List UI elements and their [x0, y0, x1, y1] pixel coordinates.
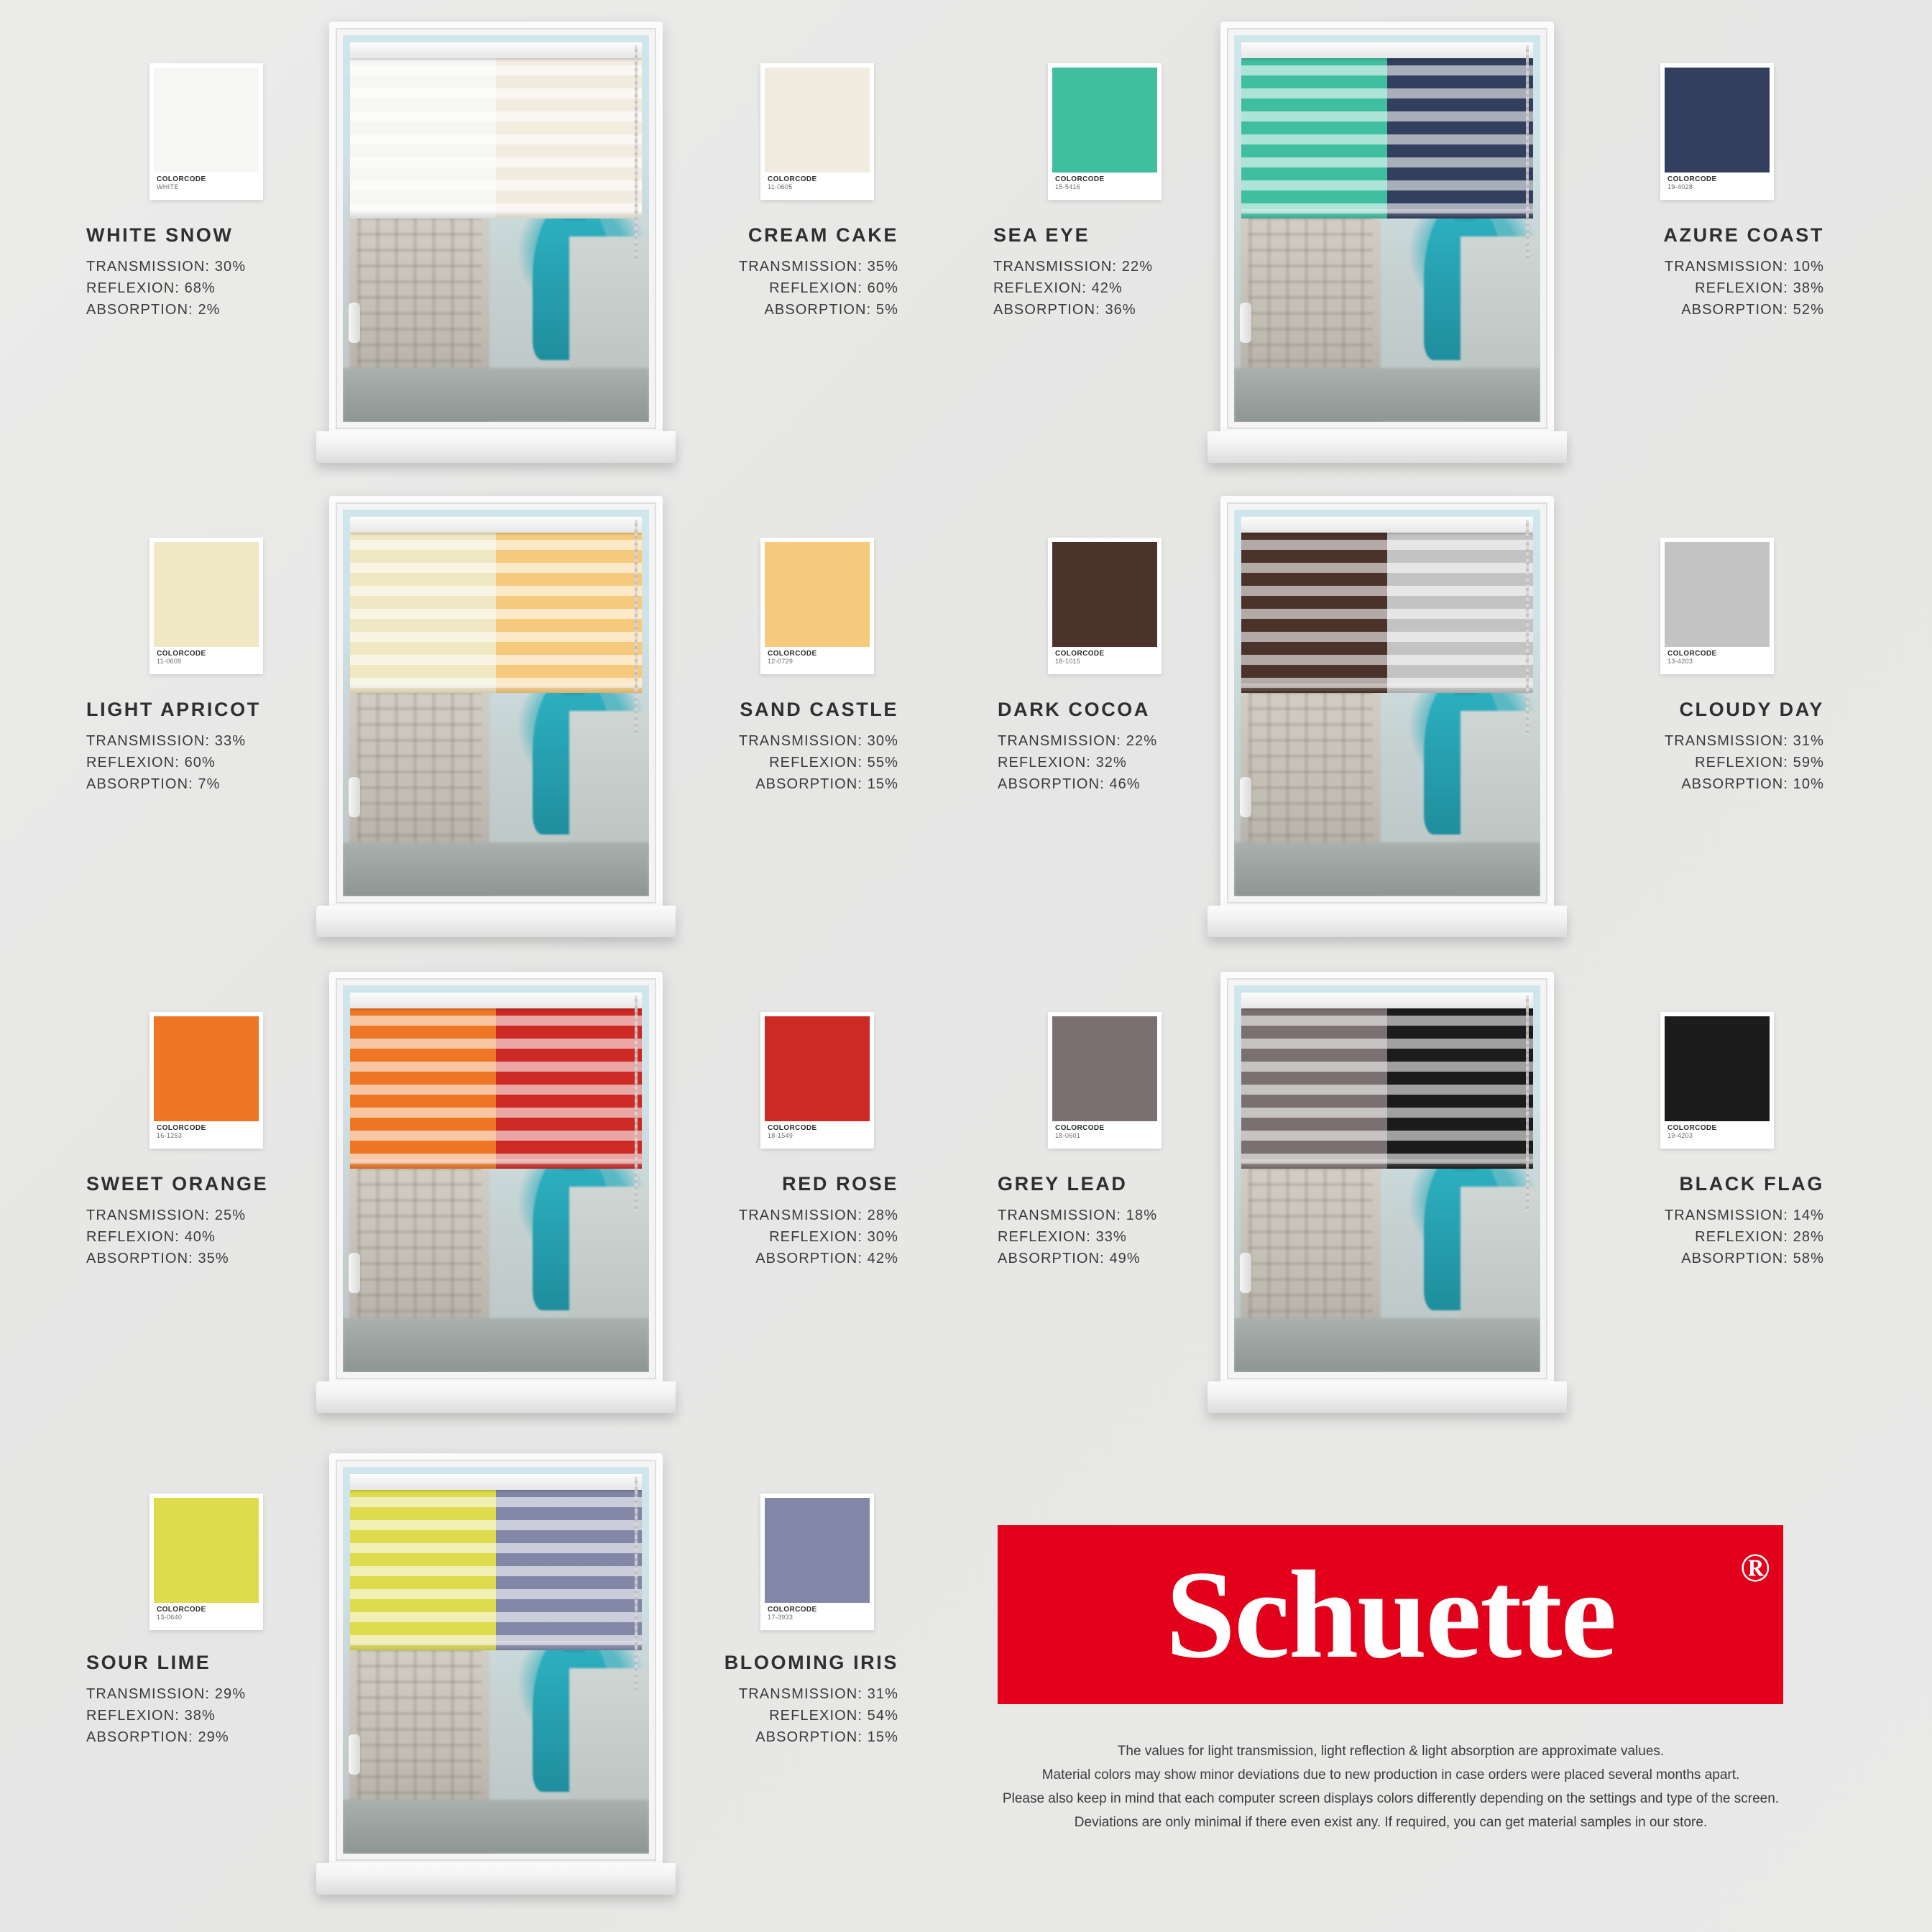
- window-frame: [1220, 496, 1554, 910]
- colorcode-value: 13-4203: [1668, 658, 1693, 665]
- blind-chain[interactable]: [1526, 520, 1529, 735]
- color-name: SAND CASTLE: [740, 699, 898, 720]
- swatch-card-sand-castle[interactable]: [760, 538, 874, 674]
- blind-half-left: [350, 993, 496, 1169]
- swatch-chip: [765, 1016, 870, 1121]
- blind-cassette: [350, 42, 642, 58]
- colorcode-label: COLORCODE: [157, 650, 206, 658]
- blind-half-right: [1387, 517, 1533, 693]
- swatch-meta: [1665, 172, 1770, 200]
- window-glass: [343, 1467, 649, 1854]
- blind-fabric-7: [350, 1474, 642, 1650]
- window-frame: [329, 22, 663, 436]
- colorcode-label: COLORCODE: [157, 1606, 206, 1614]
- absorption-value: ABSORPTION: 46%: [998, 776, 1141, 792]
- colorcode-value: 18-1549: [768, 1132, 794, 1139]
- transmission-value: TRANSMISSION: 22%: [993, 259, 1154, 275]
- absorption-value: ABSORPTION: 15%: [755, 1729, 898, 1745]
- disclaimer-line-4: Deviations are only minimal if there even exist any. If required, you can get material samples in our store.: [1074, 1815, 1708, 1830]
- window-handle[interactable]: [349, 777, 360, 817]
- swatch-meta: [1665, 647, 1770, 674]
- window-sill: [316, 431, 676, 463]
- swatch-chip: [765, 1498, 870, 1603]
- color-info-black-flag: [1587, 1173, 1824, 1269]
- blind-half-right: [1387, 993, 1533, 1169]
- color-info-light-apricot: [86, 699, 323, 795]
- absorption-value: ABSORPTION: 35%: [86, 1251, 229, 1266]
- absorption-value: ABSORPTION: 7%: [86, 776, 221, 792]
- color-info-red-rose: [661, 1173, 898, 1269]
- swatch-card-red-rose[interactable]: [760, 1012, 874, 1149]
- blind-cassette: [1241, 42, 1533, 58]
- color-info-cloudy-day: [1587, 699, 1824, 795]
- transmission-value: TRANSMISSION: 28%: [738, 1208, 898, 1223]
- reflexion-value: REFLEXION: 38%: [1695, 280, 1824, 296]
- blind-bottom-bar: [350, 1641, 642, 1650]
- reflexion-value: REFLEXION: 28%: [1695, 1229, 1824, 1245]
- registered-mark: ®: [1740, 1546, 1769, 1591]
- blind-chain[interactable]: [635, 995, 638, 1211]
- swatch-chip: [1665, 68, 1770, 172]
- window-frame: [1220, 22, 1554, 436]
- colorcode-value: 11-0609: [157, 658, 182, 665]
- reflexion-value: REFLEXION: 54%: [769, 1708, 898, 1724]
- window-glass: [1234, 510, 1540, 896]
- swatch-chip: [154, 542, 259, 647]
- colorcode-value: 15-5416: [1055, 183, 1081, 190]
- window-sill: [1208, 906, 1567, 937]
- colorcode-label: COLORCODE: [1055, 650, 1105, 658]
- color-info-grey-lead: [998, 1173, 1235, 1269]
- window-glass: [343, 510, 649, 896]
- blind-chain[interactable]: [635, 1477, 638, 1693]
- transmission-value: TRANSMISSION: 33%: [86, 733, 247, 749]
- color-name: BLACK FLAG: [1679, 1173, 1824, 1195]
- swatch-chip: [154, 1498, 259, 1603]
- colorcode-label: COLORCODE: [157, 1124, 206, 1132]
- blind-half-right: [496, 993, 642, 1169]
- swatch-meta: [1052, 172, 1157, 200]
- transmission-value: TRANSMISSION: 30%: [738, 733, 898, 749]
- transmission-value: TRANSMISSION: 30%: [86, 259, 247, 275]
- window-preview-4: [1208, 496, 1567, 942]
- window-handle[interactable]: [1240, 1253, 1251, 1293]
- blind-bottom-bar: [1241, 1159, 1533, 1169]
- colorcode-value: 19-4028: [1668, 183, 1693, 190]
- swatch-card-cream-cake[interactable]: [760, 63, 874, 200]
- window-preview-1: [316, 22, 676, 467]
- transmission-value: TRANSMISSION: 25%: [86, 1208, 247, 1223]
- color-info-azure-coast: [1587, 224, 1824, 321]
- blind-chain[interactable]: [635, 45, 638, 261]
- blind-cassette: [1241, 517, 1533, 533]
- blind-fabric-5: [350, 993, 642, 1169]
- color-info-blooming-iris: [661, 1652, 898, 1748]
- reflexion-value: REFLEXION: 59%: [1695, 755, 1824, 770]
- reflexion-value: REFLEXION: 40%: [86, 1229, 216, 1245]
- window-frame: [329, 496, 663, 910]
- swatch-meta: [1052, 1121, 1157, 1149]
- color-name: LIGHT APRICOT: [86, 699, 261, 720]
- absorption-value: ABSORPTION: 15%: [755, 776, 898, 792]
- window-handle[interactable]: [349, 1253, 360, 1293]
- window-sill: [1208, 431, 1567, 463]
- swatch-card-azure-coast[interactable]: [1660, 63, 1774, 200]
- absorption-value: ABSORPTION: 42%: [755, 1251, 898, 1266]
- transmission-value: TRANSMISSION: 14%: [1664, 1208, 1824, 1223]
- window-glass: [1234, 35, 1540, 422]
- window-frame: [329, 972, 663, 1386]
- absorption-value: ABSORPTION: 29%: [86, 1729, 229, 1745]
- reflexion-value: REFLEXION: 30%: [769, 1229, 898, 1245]
- swatch-card-dark-cocoa[interactable]: [1048, 538, 1162, 674]
- window-glass: [343, 35, 649, 422]
- blind-chain[interactable]: [1526, 45, 1529, 261]
- swatch-card-white-snow[interactable]: [150, 63, 263, 200]
- swatch-meta: [154, 647, 259, 674]
- blind-cassette: [350, 993, 642, 1008]
- swatch-card-cloudy-day[interactable]: [1660, 538, 1774, 674]
- blind-half-left: [350, 517, 496, 693]
- reflexion-value: REFLEXION: 38%: [86, 1708, 216, 1724]
- color-name: WHITE SNOW: [86, 224, 234, 246]
- window-preview-5: [316, 972, 676, 1417]
- window-frame: [1220, 972, 1554, 1386]
- swatch-meta: [765, 1121, 870, 1149]
- window-preview-6: [1208, 972, 1567, 1417]
- window-glass: [1234, 985, 1540, 1372]
- color-name: SEA EYE: [993, 224, 1090, 246]
- color-info-sand-castle: [661, 699, 898, 795]
- color-name: AZURE COAST: [1663, 224, 1824, 246]
- swatch-card-sweet-orange[interactable]: [150, 1012, 263, 1149]
- window-preview-7: [316, 1453, 676, 1899]
- swatch-chip: [1665, 542, 1770, 647]
- color-name: SOUR LIME: [86, 1652, 211, 1673]
- blind-half-left: [1241, 42, 1387, 218]
- swatch-card-sea-eye[interactable]: [1048, 63, 1162, 200]
- blind-cassette: [1241, 993, 1533, 1008]
- swatch-card-sour-lime[interactable]: [150, 1494, 263, 1630]
- color-name: CLOUDY DAY: [1679, 699, 1824, 720]
- blind-bottom-bar: [1241, 684, 1533, 693]
- swatch-meta: [1665, 1121, 1770, 1149]
- colorcode-label: COLORCODE: [1668, 650, 1717, 658]
- color-info-cream-cake: [661, 224, 898, 321]
- swatch-meta: [1052, 647, 1157, 674]
- swatch-card-black-flag[interactable]: [1660, 1012, 1774, 1149]
- color-name: GREY LEAD: [998, 1173, 1128, 1195]
- blind-bottom-bar: [350, 1159, 642, 1169]
- transmission-value: TRANSMISSION: 31%: [1664, 733, 1824, 749]
- window-preview-2: [1208, 22, 1567, 467]
- blind-bottom-bar: [350, 209, 642, 218]
- reflexion-value: REFLEXION: 33%: [998, 1229, 1127, 1245]
- disclaimer-line-1: The values for light transmission, light reflection & light absorption are approximate values.: [1117, 1744, 1665, 1759]
- colorcode-label: COLORCODE: [1055, 1124, 1105, 1132]
- window-sill: [1208, 1381, 1567, 1413]
- colorcode-label: COLORCODE: [1055, 175, 1105, 183]
- reflexion-value: REFLEXION: 60%: [769, 280, 898, 296]
- colorcode-value: 12-0729: [768, 658, 794, 665]
- blind-half-right: [1387, 42, 1533, 218]
- swatch-card-blooming-iris[interactable]: [760, 1494, 874, 1630]
- reflexion-value: REFLEXION: 60%: [86, 755, 216, 770]
- colorcode-value: 18-1015: [1055, 658, 1081, 665]
- colorcode-label: COLORCODE: [768, 650, 817, 658]
- blind-fabric-1: [350, 42, 642, 218]
- blind-cassette: [350, 517, 642, 533]
- absorption-value: ABSORPTION: 2%: [86, 302, 221, 318]
- blind-fabric-3: [350, 517, 642, 693]
- color-info-white-snow: [86, 224, 323, 321]
- window-handle[interactable]: [1240, 303, 1251, 343]
- transmission-value: TRANSMISSION: 31%: [738, 1686, 898, 1702]
- absorption-value: ABSORPTION: 49%: [998, 1251, 1141, 1266]
- colorcode-label: COLORCODE: [1668, 175, 1717, 183]
- absorption-value: ABSORPTION: 10%: [1681, 776, 1824, 792]
- colorcode-value: 19-4203: [1668, 1132, 1693, 1139]
- brand-name: Schuette: [1165, 1545, 1616, 1684]
- swatch-chip: [1052, 1016, 1157, 1121]
- colorcode-value: 18-0601: [1055, 1132, 1081, 1139]
- window-handle[interactable]: [349, 303, 360, 343]
- blind-fabric-4: [1241, 517, 1533, 693]
- transmission-value: TRANSMISSION: 10%: [1664, 259, 1824, 275]
- swatch-card-light-apricot[interactable]: [150, 538, 263, 674]
- disclaimer-line-3: Please also keep in mind that each computer screen displays colors differently depending on the settings and type of the screen.: [1002, 1791, 1780, 1806]
- transmission-value: TRANSMISSION: 22%: [998, 733, 1158, 749]
- colorcode-label: COLORCODE: [1668, 1124, 1717, 1132]
- absorption-value: ABSORPTION: 5%: [764, 302, 898, 318]
- color-info-sweet-orange: [86, 1173, 323, 1269]
- absorption-value: ABSORPTION: 52%: [1681, 302, 1824, 318]
- reflexion-value: REFLEXION: 68%: [86, 280, 216, 296]
- blind-bottom-bar: [350, 684, 642, 693]
- reflexion-value: REFLEXION: 42%: [993, 280, 1123, 296]
- colorcode-label: COLORCODE: [157, 175, 206, 183]
- blind-half-right: [496, 517, 642, 693]
- blind-cassette: [350, 1474, 642, 1490]
- transmission-value: TRANSMISSION: 29%: [86, 1686, 247, 1702]
- swatch-meta: [765, 647, 870, 674]
- absorption-value: ABSORPTION: 36%: [993, 302, 1136, 318]
- reflexion-value: REFLEXION: 55%: [769, 755, 898, 770]
- colorcode-value: 16-1253: [157, 1132, 183, 1139]
- brand-logo: [998, 1525, 1783, 1704]
- window-sill: [316, 906, 676, 937]
- color-name: RED ROSE: [782, 1173, 898, 1195]
- swatch-chip: [1665, 1016, 1770, 1121]
- blind-fabric-6: [1241, 993, 1533, 1169]
- window-frame: [329, 1453, 663, 1867]
- blind-half-right: [496, 42, 642, 218]
- blind-half-right: [496, 1474, 642, 1650]
- window-handle[interactable]: [1240, 777, 1251, 817]
- blind-chain[interactable]: [635, 520, 638, 735]
- swatch-chip: [1052, 68, 1157, 172]
- color-name: SWEET ORANGE: [86, 1173, 269, 1195]
- swatch-card-grey-lead[interactable]: [1048, 1012, 1162, 1149]
- blind-half-left: [350, 1474, 496, 1650]
- colorcode-label: COLORCODE: [768, 1124, 817, 1132]
- colorcode-value: 13-0640: [157, 1614, 183, 1621]
- swatch-meta: [154, 172, 259, 200]
- swatch-chip: [765, 68, 870, 172]
- window-handle[interactable]: [349, 1734, 360, 1775]
- window-sill: [316, 1381, 676, 1413]
- color-info-dark-cocoa: [998, 699, 1235, 795]
- color-info-sour-lime: [86, 1652, 323, 1748]
- blind-half-left: [1241, 993, 1387, 1169]
- transmission-value: TRANSMISSION: 35%: [738, 259, 898, 275]
- swatch-chip: [154, 68, 259, 172]
- blind-fabric-2: [1241, 42, 1533, 218]
- window-preview-3: [316, 496, 676, 942]
- blind-bottom-bar: [1241, 209, 1533, 218]
- color-name: CREAM CAKE: [748, 224, 898, 246]
- colorcode-value: 17-3933: [768, 1614, 794, 1621]
- color-name: DARK COCOA: [998, 699, 1150, 720]
- disclaimer-line-2: Material colors may show minor deviations due to new production in case orders were placed several months apart.: [1041, 1767, 1740, 1782]
- swatch-meta: [765, 172, 870, 200]
- blind-chain[interactable]: [1526, 995, 1529, 1211]
- swatch-meta: [765, 1603, 870, 1630]
- swatch-chip: [154, 1016, 259, 1121]
- reflexion-value: REFLEXION: 32%: [998, 755, 1127, 770]
- swatch-chip: [1052, 542, 1157, 647]
- absorption-value: ABSORPTION: 58%: [1681, 1251, 1824, 1266]
- colorcode-value: WHITE: [157, 183, 179, 190]
- blind-half-left: [1241, 517, 1387, 693]
- disclaimer-text: [913, 1739, 1869, 1834]
- swatch-chip: [765, 542, 870, 647]
- swatch-meta: [154, 1121, 259, 1149]
- window-sill: [316, 1863, 676, 1895]
- colorcode-label: COLORCODE: [768, 175, 817, 183]
- blind-half-left: [350, 42, 496, 218]
- window-glass: [343, 985, 649, 1372]
- colorcode-value: 11-0605: [768, 183, 793, 190]
- transmission-value: TRANSMISSION: 18%: [998, 1208, 1158, 1223]
- color-name: BLOOMING IRIS: [724, 1652, 898, 1673]
- colorcode-label: COLORCODE: [768, 1606, 817, 1614]
- color-info-sea-eye: [993, 224, 1230, 321]
- swatch-meta: [154, 1603, 259, 1630]
